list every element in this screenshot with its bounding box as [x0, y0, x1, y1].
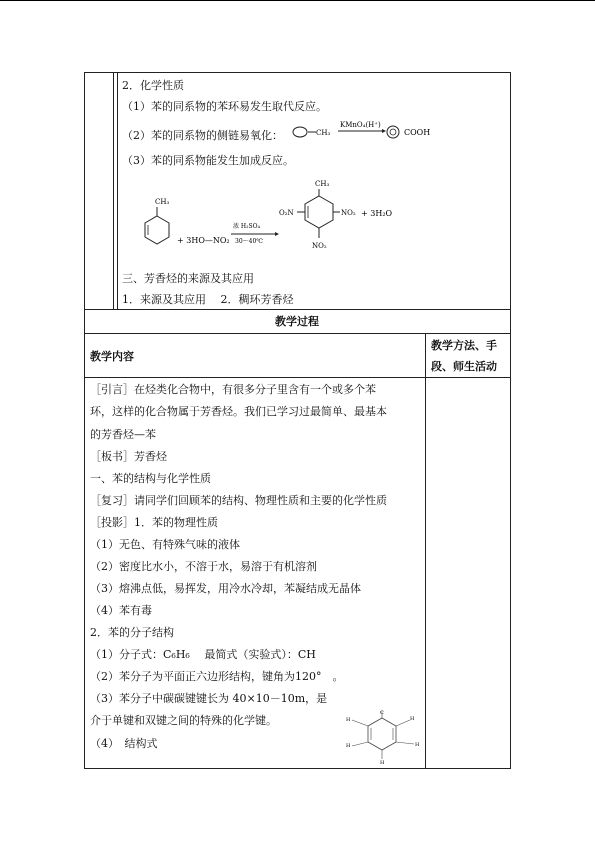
structure-atom-h: H	[346, 743, 351, 749]
structure-atom-h: H	[380, 760, 385, 766]
body-line: 环，这样的化合物属于芳香烃。我们已学习过最简单、最基本	[90, 405, 387, 418]
body-line: 的芳香烃—苯	[90, 428, 156, 441]
benzene-ring-icon	[368, 718, 396, 750]
nitration-scheme	[135, 176, 405, 258]
benzoic-ring-icon	[387, 126, 399, 138]
property-line-3: （3）苯的同系物能发生加成反应。	[122, 154, 294, 167]
toluene-ring-icon	[293, 127, 307, 137]
body-line: （4）苯有毒	[90, 604, 152, 617]
body-line: 2．苯的分子结构	[90, 626, 174, 639]
oxidation-reagent: KMnO₄(H⁺)	[340, 121, 381, 129]
body-line: （3）熔沸点低，易挥发，用冷水冷却，苯凝结成无晶体	[90, 582, 361, 595]
body-line: （4） 结构式	[90, 737, 158, 750]
body-line: 介于单键和双键之间的特殊的化学键。	[90, 714, 277, 727]
property-line-1: （1）苯的同系物的苯环易发生取代反应。	[122, 100, 327, 113]
row-divider-2	[84, 333, 511, 334]
top-left-inner-line-2	[117, 72, 118, 309]
tnt-ring-icon	[305, 196, 333, 228]
tnt-methyl-label: CH₃	[315, 180, 330, 188]
structure-atom-h: H	[415, 742, 420, 748]
body-line: ［板书］芳香烃	[90, 450, 167, 463]
method-column-line	[425, 333, 426, 769]
nitration-condition-top: 浓 H₂SO₄	[233, 223, 260, 230]
oxidation-reactant-group: CH₃	[316, 129, 331, 137]
body-line: （1）分子式：C₆H₆ 最简式（实验式）：CH	[90, 648, 316, 661]
page-top-rule	[0, 0, 595, 1]
structure-atom-c: C	[380, 710, 384, 716]
structure-atom-h: H	[346, 717, 351, 723]
body-line: （2）密度比水小，不溶于水，易溶于有机溶剂	[90, 560, 317, 573]
toluene-ring-icon	[145, 216, 169, 244]
row-divider-3	[84, 377, 511, 378]
body-line: （2）苯分子为平面正六边形结构，键角为120° 。	[90, 670, 344, 683]
nitration-condition-bottom: 30～40℃	[235, 238, 263, 245]
process-title: 教学过程	[275, 315, 319, 328]
tnt-bottom-nitro: NO₂	[312, 242, 327, 250]
body-line: （3）苯分子中碳碳键键长为 40×10－10m，是	[90, 692, 328, 705]
section-three-items: 1．来源及其应用 2．稠环芳香烃	[122, 293, 294, 306]
oxidation-product-group: COOH	[404, 128, 431, 137]
tnt-right-nitro: NO₂	[341, 209, 356, 217]
tnt-left-nitro: O₂N	[279, 209, 294, 217]
property-line-2: （2）苯的同系物的侧链易氧化：	[122, 129, 283, 142]
benzene-structure-diagram	[340, 706, 425, 766]
toluene-methyl-label: CH₃	[155, 198, 170, 206]
nitration-byproduct: + 3H₂O	[361, 209, 393, 218]
top-left-inner-line	[113, 72, 114, 309]
nitration-reagent: + 3HO—NO₂	[177, 236, 230, 245]
body-line: （1）无色、有特殊气味的液体	[90, 538, 240, 551]
column-method-header-line1: 教学方法、手	[431, 339, 497, 352]
body-line: 一、苯的结构与化学性质	[90, 472, 211, 485]
oxidation-scheme	[290, 117, 440, 143]
structure-atom-h: H	[410, 716, 415, 722]
body-line: ［引言］在烃类化合物中，有很多分子里含有一个或多个苯	[90, 383, 376, 396]
section-three-heading: 三、芳香烃的来源及其应用	[122, 272, 254, 285]
row-divider-1	[84, 309, 511, 310]
column-method-header-line2: 段、师生活动	[431, 360, 497, 373]
chem-properties-heading: 2．化学性质	[122, 79, 184, 92]
column-content-header: 教学内容	[90, 350, 134, 363]
body-line: ［投影］1．苯的物理性质	[90, 516, 218, 529]
body-line: ［复习］请同学们回顾苯的结构、物理性质和主要的化学性质	[90, 494, 387, 507]
